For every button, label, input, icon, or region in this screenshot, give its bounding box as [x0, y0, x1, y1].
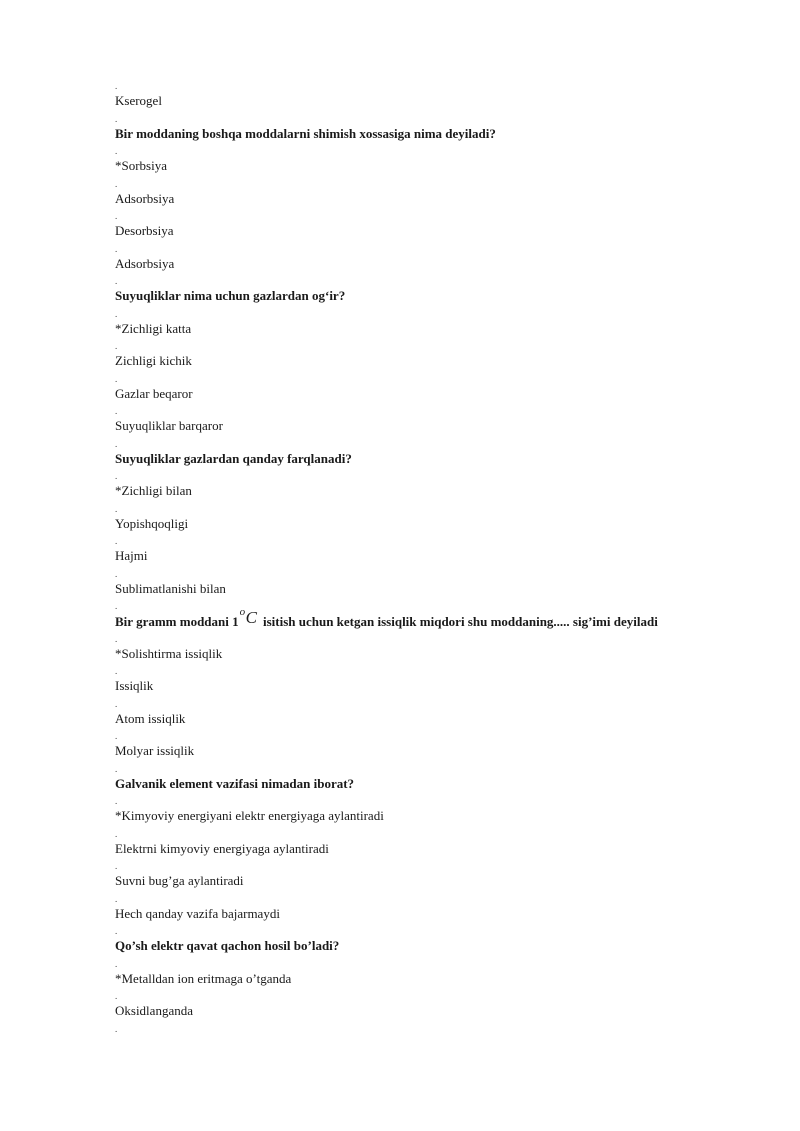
separator-dot: .: [115, 536, 118, 546]
answer-row: [115, 568, 755, 601]
question-row: [115, 113, 755, 146]
trailing-separator: [115, 1023, 755, 1035]
separator-dot: .: [115, 341, 118, 351]
question-row: [115, 275, 755, 308]
separator-dot: .: [115, 178, 118, 189]
question-text: [115, 606, 658, 630]
separator-dot: .: [115, 471, 118, 481]
answer-text: *Zichligi bilan: [115, 483, 192, 498]
answer-row: [115, 340, 755, 373]
answer-row: [115, 860, 755, 893]
question-text: Suyuqliklar gazlardan qanday farqlanadi?: [115, 450, 352, 466]
answer-row: [115, 828, 755, 861]
separator-dot: .: [115, 146, 118, 156]
answer-row: [115, 990, 755, 1023]
separator-dot: .: [115, 243, 118, 254]
answer-row: [115, 405, 755, 438]
answer-row: [115, 795, 755, 828]
separator-dot: .: [115, 308, 118, 319]
separator-dot: .: [115, 601, 118, 611]
question-row: [115, 438, 755, 471]
separator-dot: .: [115, 1023, 118, 1034]
answer-text: Issiqlik: [115, 678, 154, 693]
answer-text: Hajmi: [115, 548, 148, 563]
question-text-start: Bir gramm moddani 1: [115, 614, 239, 629]
separator-dot: .: [115, 796, 118, 806]
answer-text: *Metalldan ion eritmaga o’tganda: [115, 970, 292, 986]
answer-row: [115, 178, 755, 211]
answer-text: Hech qanday vazifa bajarmaydi: [115, 905, 280, 921]
degree-superscript: o: [239, 606, 246, 618]
answer-row: [115, 210, 755, 243]
celsius-unit: C: [245, 608, 257, 627]
answer-text: Zichligi kichik: [115, 353, 192, 368]
separator-dot: .: [115, 666, 118, 676]
separator-dot: .: [115, 81, 118, 91]
answer-text: Suyuqliklar barqaror: [115, 418, 223, 433]
separator-dot: .: [115, 763, 118, 774]
degree-celsius-symbol: [239, 606, 257, 630]
separator-dot: .: [115, 568, 118, 579]
answer-text: Adsorbsiya: [115, 190, 175, 206]
answer-text: Kserogel: [115, 93, 162, 108]
answer-text: Yopishqoqligi: [115, 515, 189, 531]
separator-dot: .: [115, 373, 118, 384]
answer-row: [115, 80, 755, 113]
question-row: [115, 763, 755, 796]
answer-row: [115, 665, 755, 698]
answer-row: [115, 698, 755, 731]
answer-row: [115, 633, 755, 666]
answer-row: [115, 893, 755, 926]
answer-text: Elektrni kimyoviy energiyaga aylantiradi: [115, 840, 329, 856]
answer-row: [115, 243, 755, 276]
answer-text: *Kimyoviy energiyani elektr energiyaga aylantiradi: [115, 808, 384, 823]
separator-dot: .: [115, 861, 118, 871]
answer-text: *Sorbsiya: [115, 158, 167, 173]
answer-text: Oksidlanganda: [115, 1003, 193, 1018]
answer-row: [115, 958, 755, 991]
answer-text: *Solishtirma issiqlik: [115, 645, 223, 661]
answer-row: [115, 470, 755, 503]
answer-row: [115, 373, 755, 406]
separator-dot: .: [115, 113, 118, 124]
answer-text: Molyar issiqlik: [115, 743, 195, 758]
answer-row: [115, 535, 755, 568]
quiz-content: [115, 80, 755, 1035]
question-row: [115, 600, 755, 633]
separator-dot: .: [115, 503, 118, 514]
question-row: [115, 925, 755, 958]
answer-row: [115, 503, 755, 536]
separator-dot: .: [115, 893, 118, 904]
separator-dot: .: [115, 211, 118, 221]
question-text: Bir moddaning boshqa moddalarni shimish xossasiga nima deyiladi?: [115, 125, 496, 141]
answer-row: [115, 145, 755, 178]
separator-dot: .: [115, 406, 118, 416]
separator-dot: .: [115, 991, 118, 1001]
answer-row: [115, 308, 755, 341]
separator-dot: .: [115, 926, 118, 936]
separator-dot: .: [115, 698, 118, 709]
answer-text: *Zichligi katta: [115, 320, 192, 336]
answer-text: Desorbsiya: [115, 223, 174, 238]
separator-dot: .: [115, 276, 118, 286]
answer-row: [115, 730, 755, 763]
separator-dot: .: [115, 438, 118, 449]
answer-text: Adsorbsiya: [115, 255, 175, 271]
answer-text: Suvni bug’ga aylantiradi: [115, 873, 244, 888]
question-text: Suyuqliklar nima uchun gazlardan og‘ir?: [115, 288, 346, 303]
answer-text: Sublimatlanishi bilan: [115, 580, 226, 596]
separator-dot: .: [115, 731, 118, 741]
question-text-end: isitish uchun ketgan issiqlik miqdori shu moddaning..... sig’imi deyiladi: [262, 614, 658, 629]
separator-dot: .: [115, 633, 118, 644]
question-text: Galvanik element vazifasi nimadan iborat?: [115, 775, 355, 791]
answer-text: Atom issiqlik: [115, 710, 186, 726]
answer-text: Gazlar beqaror: [115, 385, 193, 401]
separator-dot: .: [115, 828, 118, 839]
question-text: Qo’sh elektr qavat qachon hosil bo’ladi?: [115, 938, 340, 953]
separator-dot: .: [115, 958, 118, 969]
